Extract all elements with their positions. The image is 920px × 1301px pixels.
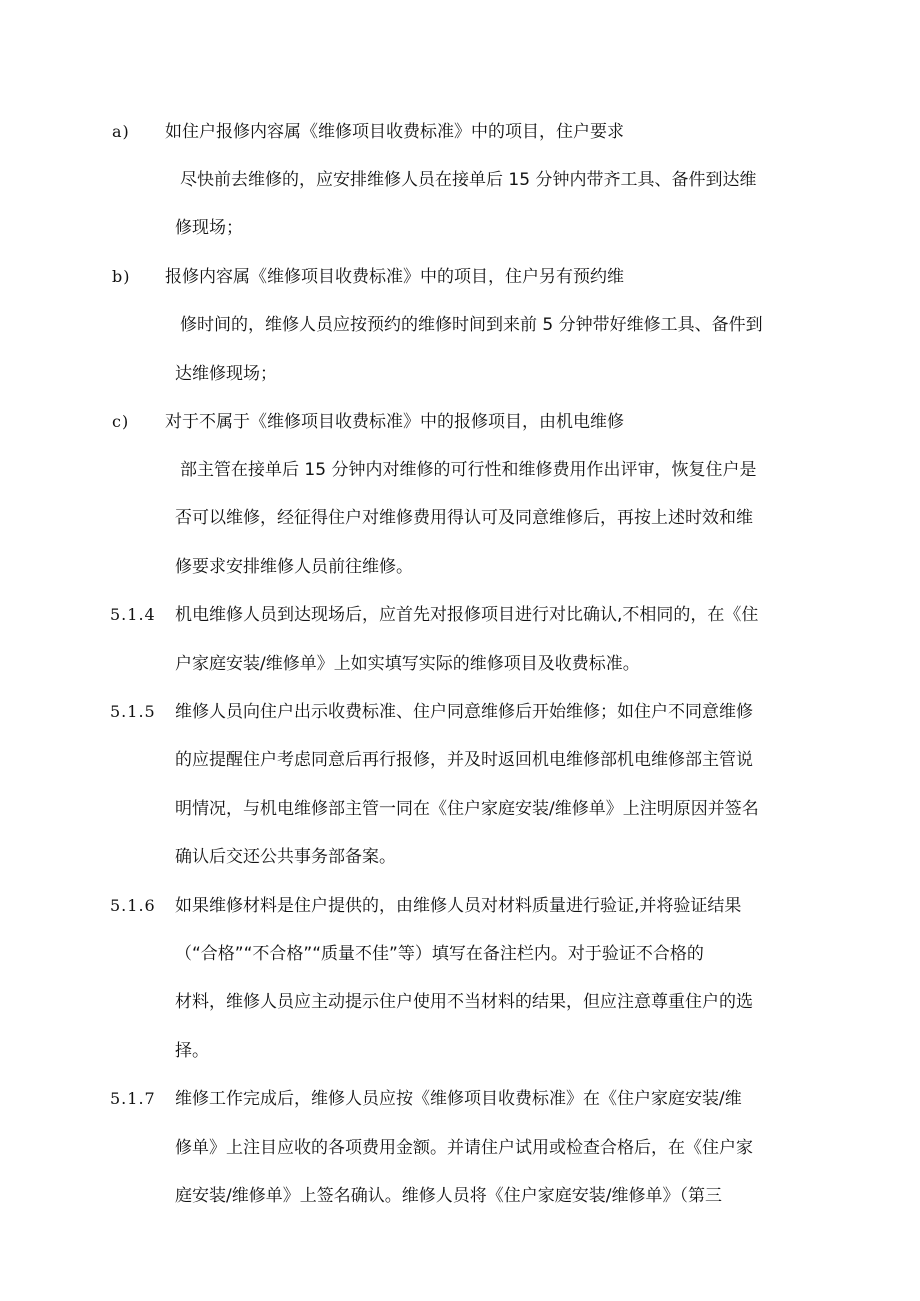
section-5-1-6-line-4: 择。 <box>175 1041 209 1061</box>
section-5-1-6-line-3: 材料，维修人员应主动提示住户使用不当材料的结果，但应注意尊重住户的选 <box>175 992 753 1012</box>
section-5-1-5-line-1: 维修人员向住户出示收费标准、住户同意维修后开始维修；如住户不同意维修 <box>175 702 753 722</box>
item-a-line-3: 修现场； <box>175 218 243 238</box>
item-c-line-4: 修要求安排维修人员前往维修。 <box>175 557 413 577</box>
item-c-line-3: 否可以维修，经征得住户对维修费用得认可及同意维修后，再按上述时效和维 <box>175 508 753 528</box>
item-b-line-2: 修时间的，维修人员应按预约的维修时间到来前 5 分钟带好维修工具、备件到 <box>180 315 763 335</box>
section-5-1-5-line-3: 明情况，与机电维修部主管一同在《住户家庭安装/维修单》上注明原因并签名 <box>175 799 759 819</box>
section-5-1-7-line-1: 维修工作完成后，维修人员应按《维修项目收费标准》在《住户家庭安装/维 <box>175 1089 742 1109</box>
item-a-line-1: 如住户报修内容属《维修项目收费标准》中的项目，住户要求 <box>165 122 624 142</box>
item-c-line-1: 对于不属于《维修项目收费标准》中的报修项目，由机电维修 <box>165 412 624 432</box>
section-5-1-5-number: 5.1.5 <box>110 702 156 721</box>
section-5-1-6-line-2: （“合格”“不合格”“质量不佳”等）填写在备注栏内。对于验证不合格的 <box>175 944 704 964</box>
item-a-marker: a) <box>112 122 130 141</box>
section-5-1-6-number: 5.1.6 <box>110 896 156 915</box>
section-5-1-6-line-1: 如果维修材料是住户提供的，由维修人员对材料质量进行验证,并将验证结果 <box>175 896 742 916</box>
item-b-marker: b) <box>112 267 131 286</box>
section-5-1-4-number: 5.1.4 <box>110 605 156 624</box>
item-c-marker: c) <box>112 412 130 431</box>
item-b-line-3: 达维修现场； <box>175 364 277 384</box>
item-a-line-2: 尽快前去维修的，应安排维修人员在接单后 15 分钟内带齐工具、备件到达维 <box>180 170 757 190</box>
section-5-1-7-line-3: 庭安装/维修单》上签名确认。维修人员将《住户家庭安装/维修单》（第三 <box>175 1186 722 1206</box>
section-5-1-7-line-2: 修单》上注目应收的各项费用金额。并请住户试用或检查合格后，在《住户家 <box>175 1138 753 1158</box>
section-5-1-7-number: 5.1.7 <box>110 1089 156 1108</box>
section-5-1-4-line-1: 机电维修人员到达现场后，应首先对报修项目进行对比确认,不相同的，在《住 <box>175 605 759 625</box>
section-5-1-5-line-4: 确认后交还公共事务部备案。 <box>175 847 396 867</box>
section-5-1-4-line-2: 户家庭安装/维修单》上如实填写实际的维修项目及收费标准。 <box>175 654 640 674</box>
item-b-line-1: 报修内容属《维修项目收费标准》中的项目，住户另有预约维 <box>165 267 624 287</box>
item-c-line-2: 部主管在接单后 15 分钟内对维修的可行性和维修费用作出评审，恢复住户是 <box>180 460 757 480</box>
section-5-1-5-line-2: 的应提醒住户考虑同意后再行报修，并及时返回机电维修部机电维修部主管说 <box>175 750 753 770</box>
